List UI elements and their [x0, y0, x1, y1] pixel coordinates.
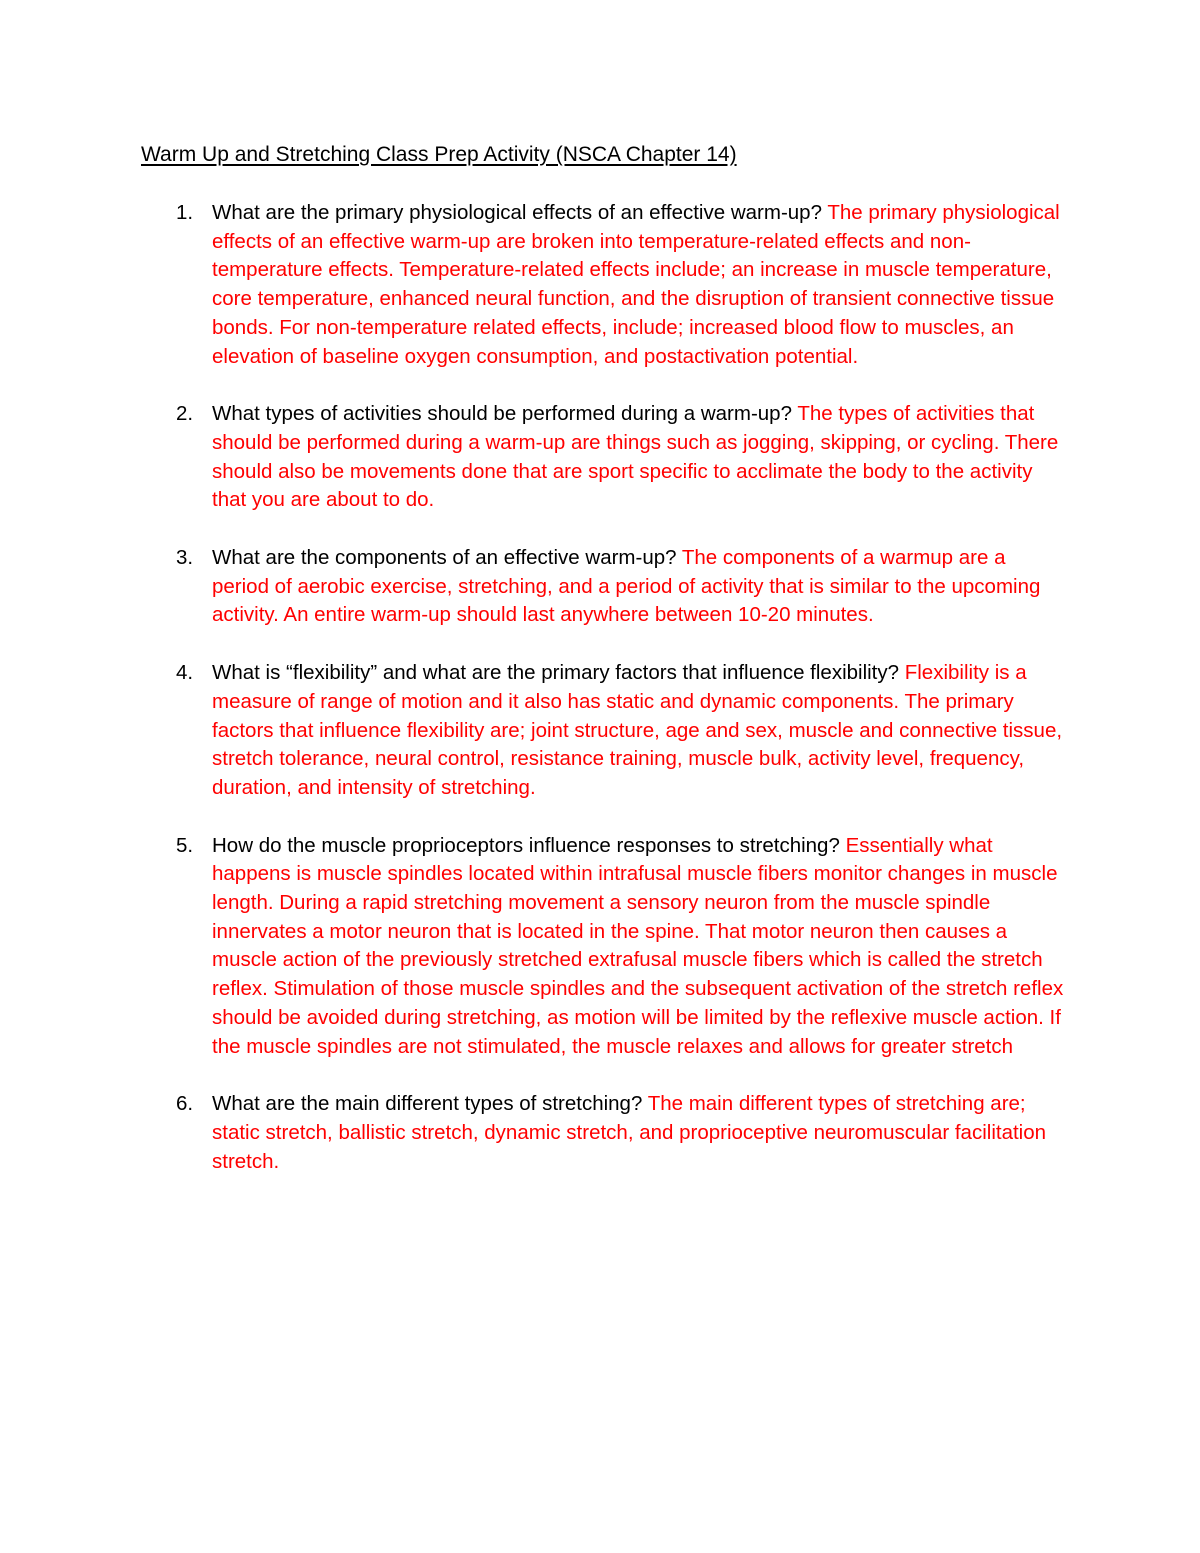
question-item-3 — [0, 544, 1066, 630]
answer-text: The types of activities that should be performed during a warm-up are things such as jogging, skipping, or cycling. There should also be movements done that are sport specific to acclimate the body to the activity that you are about to do. — [212, 402, 1059, 512]
answer-text: The main different types of stretching are; static stretch, ballistic stretch, dynamic stretch, and proprioceptive neuromuscular facilitation stretch. — [212, 1092, 1047, 1173]
question-list — [0, 199, 1200, 1205]
answer-text: The components of a warmup are a period of aerobic exercise, stretching, and a period of activity that is similar to the upcoming activity. An entire warm-up should last anywhere between 10-20 minutes. — [212, 546, 1041, 627]
question-item-4 — [0, 659, 1066, 803]
question-text: What are the main different types of stretching? — [212, 1092, 643, 1116]
question-text: What are the primary physiological effects of an effective warm-up? — [212, 201, 822, 224]
document-title: Warm Up and Stretching Class Prep Activity (NSCA Chapter 14) — [141, 143, 737, 166]
question-text: How do the muscle proprioceptors influence responses to stretching? — [212, 833, 840, 857]
answer-text: Essentially what happens is muscle spindles located within intrafusal muscle fibers monitor changes in muscle length. During a rapid stretching movement a sensory neuron from the muscle spindle innervates a motor neuron that is located in the spine. That motor neuron then causes a muscle action of the previously stretched extrafusal muscle fibers which is called the stretch reflex. Stimulation of those muscle spindles and the subsequent activation of the stretch reflex should be avoided during stretching, as motion will be limited by the reflexive muscle action. If the muscle spindles are not stimulated, the muscle relaxes and allows for greater stretch — [212, 833, 1064, 1058]
question-item-1 — [0, 199, 1066, 371]
question-number: 4. — [176, 661, 194, 685]
question-item-6 — [0, 1090, 1066, 1176]
answer-text: Flexibility is a measure of range of motion and it also has static and dynamic components. The primary factors that influence flexibility are; joint structure, age and sex, muscle and connective tissue, stretch tolerance, neural control, resistance training, muscle bulk, activity level, frequency, duration, and intensity of stretching. — [212, 661, 1063, 799]
question-number: 6. — [176, 1092, 194, 1116]
question-number: 3. — [176, 546, 194, 570]
answer-text: The primary physiological effects of an effective warm-up are broken into temperature-related effects and non-temperature effects. Temperature-related effects include; an increase in muscle temperature, core temperature, enhanced neural function, and the disruption of transient connective tissue bonds. For non-temperature related effects, include; increased blood flow to muscles, an elevation of baseline oxygen consumption, and postactivation potential. — [212, 201, 1060, 368]
question-item-5 — [0, 832, 1066, 1062]
question-text: What are the components of an effective warm-up? — [212, 546, 677, 570]
question-number: 5. — [176, 833, 194, 857]
question-item-2 — [0, 400, 1066, 515]
question-text: What is “flexibility” and what are the primary factors that influence flexibility? — [212, 661, 900, 685]
question-number: 1. — [176, 201, 194, 224]
question-text: What types of activities should be performed during a warm-up? — [212, 402, 792, 426]
question-number: 2. — [176, 402, 194, 426]
